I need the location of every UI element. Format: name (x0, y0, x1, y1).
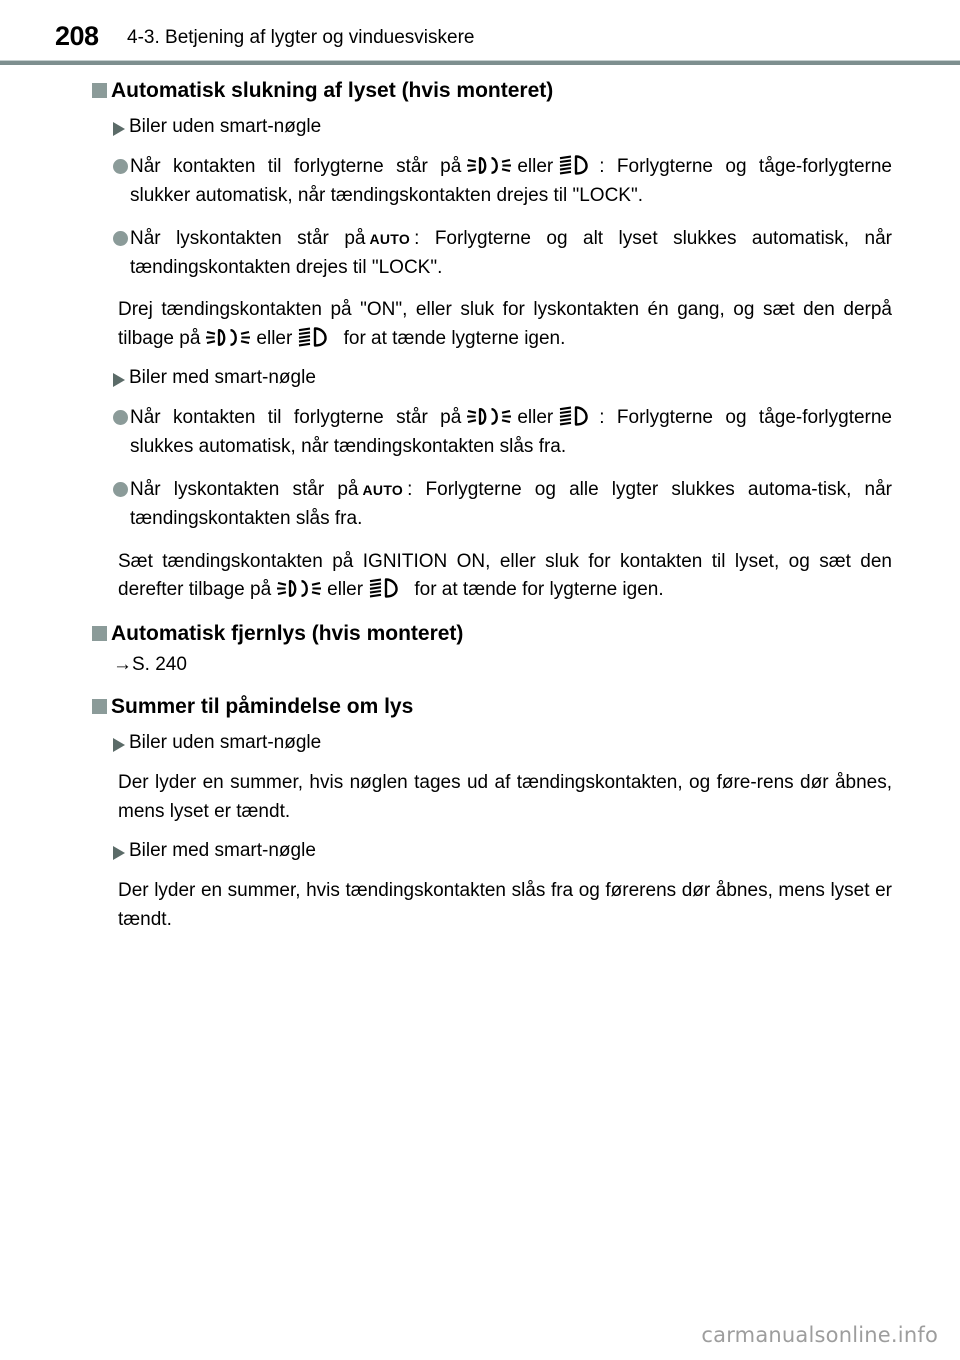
dot-bullet-icon (113, 159, 128, 174)
bullet-item-text (130, 476, 892, 534)
bullet-item-headlight-switch-smartkey (113, 404, 892, 462)
fog-light-icon (368, 578, 404, 598)
bullet-text-part-b: : Forlygterne og tåge-forlygterne slukkes automatisk, når tændingskontakten slås fra. (130, 407, 892, 457)
parking-light-icon (205, 328, 251, 347)
dot-bullet-icon (113, 231, 128, 246)
dot-bullet-icon (113, 482, 128, 497)
subheading-biler-uden-smart-noegle (113, 116, 900, 139)
bullet-item-text (130, 225, 892, 283)
section-heading-label: Summer til påmindelse om lys (111, 695, 414, 719)
parking-light-icon (276, 579, 322, 598)
square-bullet-icon (92, 626, 107, 641)
paragraph-relight-smartkey (118, 548, 892, 606)
reference-arrow-label: →S. 240 (113, 654, 187, 676)
page-header (0, 0, 960, 62)
paragraph-text-eller: eller (327, 579, 364, 601)
fog-light-icon (297, 327, 333, 347)
section-heading-label: Automatisk fjernlys (hvis monteret) (111, 622, 464, 646)
subheading-summer-biler-med-smart-noegle (113, 840, 900, 863)
square-bullet-icon (92, 83, 107, 98)
fog-light-icon (558, 155, 594, 175)
paragraph-text-part-b: for at tænde lygterne igen. (343, 328, 566, 350)
bullet-text-part-a: Når kontakten til forlygterne står på (130, 155, 462, 177)
dot-bullet-icon (113, 410, 128, 425)
subheading-label: Biler med smart-nøgle (129, 367, 316, 389)
bullet-text-eller-1: eller (517, 407, 554, 429)
paragraph-text-part-a: Drej tændingskontakten på "ON", eller sluk for lyskontakten én gang, og sæt den derpå tilbage på (118, 299, 892, 350)
bullet-item-text (130, 404, 892, 462)
page-reference-link[interactable] (113, 653, 960, 678)
section-heading-automatisk-fjernlys (92, 621, 900, 646)
bullet-text-part-b: : Forlygterne og alle lygter slukkes automa-tisk, når tændingskontakten slås fra. (130, 478, 893, 529)
bullet-item-headlight-switch-no-smartkey (113, 153, 892, 211)
auto-icon: AUTO (369, 230, 411, 247)
page-content (0, 62, 960, 934)
square-bullet-icon (92, 699, 107, 714)
auto-icon: AUTO (362, 481, 404, 498)
page-number: 208 (55, 21, 99, 51)
subheading-summer-biler-uden-smart-noegle (113, 732, 900, 755)
bullet-item-text (130, 153, 892, 211)
paragraph-text-part-a: Sæt tændingskontakten på IGNITION ON, eller sluk for kontakten til lyset, og sæt den derefter tilbage på (118, 550, 892, 601)
section-heading-label: Automatisk slukning af lyset (hvis monteret) (111, 79, 554, 102)
section-heading-summer-paamindelse (92, 694, 900, 719)
section-heading-automatisk-slukning (92, 78, 900, 103)
bullet-text-part-a: Når lyskontakten står på (130, 227, 366, 249)
bullet-text-part-a: Når lyskontakten står på (130, 478, 359, 500)
subheading-label: Biler uden smart-nøgle (129, 732, 322, 754)
paragraph-text-part-b: for at tænde for lygterne igen. (414, 579, 664, 601)
paragraph-summer-smartkey: Der lyder en summer, hvis tændingskontakten slås fra og førerens dør åbnes, mens lyset er tændt. (118, 879, 892, 930)
bullet-text-part-b: : Forlygterne og alt lyset slukkes automatisk, når tændingskontakten drejes til "LOCK". (130, 227, 893, 278)
bullet-item-light-switch-auto-no-smartkey (113, 225, 892, 283)
bullet-item-light-switch-auto-smartkey (113, 476, 892, 534)
fog-light-icon (558, 406, 594, 426)
triangle-bullet-icon (113, 738, 125, 752)
header-section-title: 4-3. Betjening af lygter og vinduesviskere (127, 27, 475, 48)
subheading-label: Biler uden smart-nøgle (129, 116, 322, 138)
paragraph-text-eller: eller (256, 328, 293, 350)
triangle-bullet-icon (113, 373, 125, 387)
parking-light-icon (466, 156, 512, 175)
paragraph-summer-no-smartkey: Der lyder en summer, hvis nøglen tages ud af tændingskontakten, og føre-rens dør åbnes, mens lyset er tændt. (118, 772, 892, 823)
triangle-bullet-icon (113, 122, 125, 136)
bullet-text-part-b: : Forlygterne og tåge-forlygterne slukker automatisk, når tændingskontakten drejes til "LOCK". (130, 155, 892, 206)
subheading-label: Biler med smart-nøgle (129, 839, 316, 861)
bullet-text-eller-1: eller (517, 155, 554, 177)
triangle-bullet-icon (113, 846, 125, 860)
site-watermark: carmanualsonline.info (701, 1323, 938, 1347)
subheading-biler-med-smart-noegle (113, 367, 900, 390)
paragraph-relight-no-smartkey (118, 296, 892, 354)
bullet-text-part-a: Når kontakten til forlygterne står på (130, 407, 462, 429)
parking-light-icon (466, 407, 512, 426)
